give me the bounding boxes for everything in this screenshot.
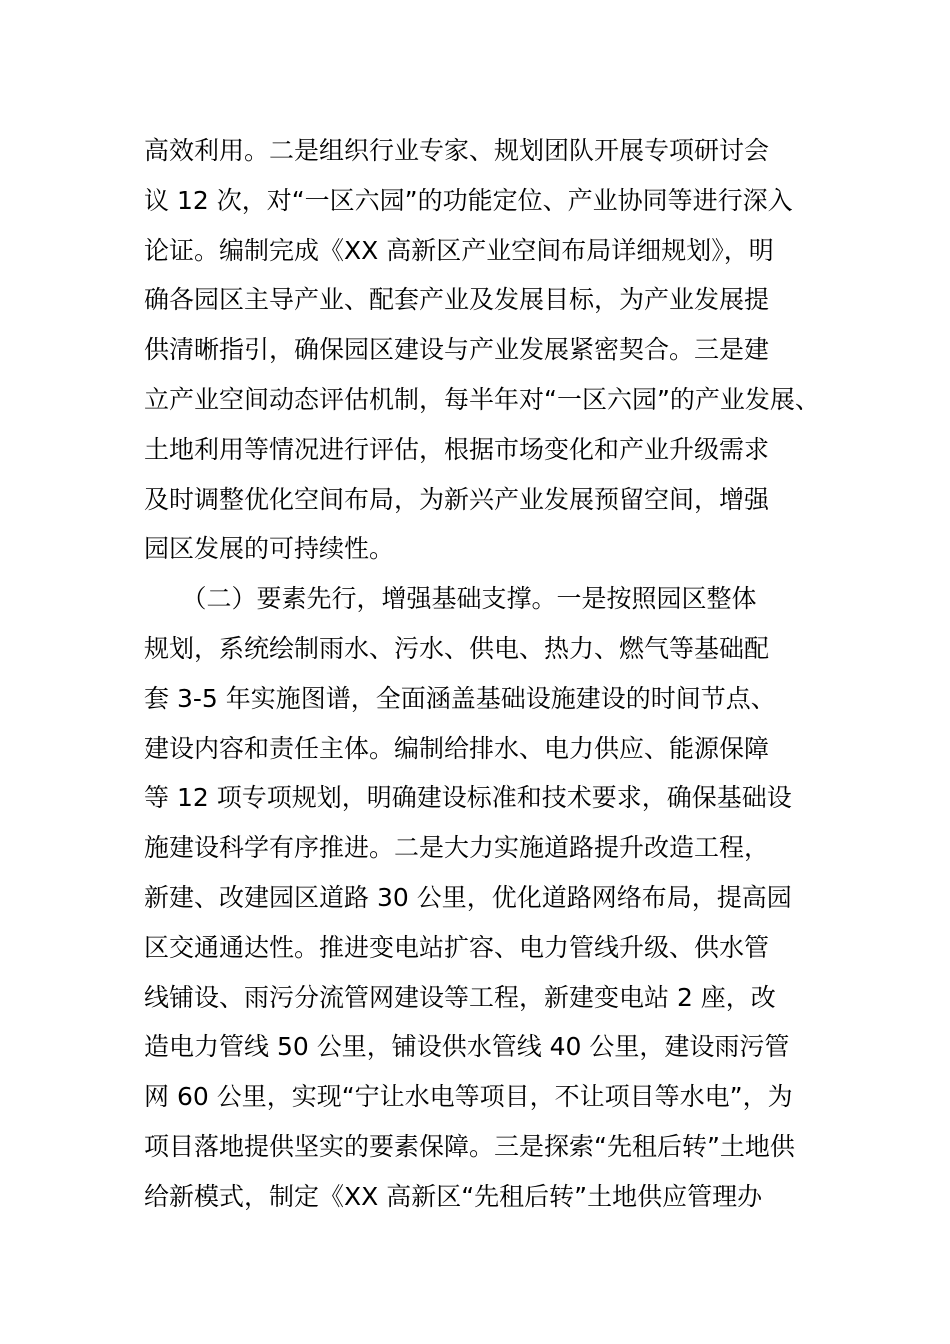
text-line: 供清晰指引，确保园区建设与产业发展紧密契合。三是建	[144, 335, 770, 365]
text-line: 给新模式，制定《XX 高新区“先租后转”土地供应管理办	[144, 1181, 763, 1211]
text-line: 及时调整优化空间布局，为新兴产业发展预留空间，增强	[144, 484, 770, 514]
text-line: 区交通通达性。推进变电站扩容、电力管线升级、供水管	[144, 932, 770, 962]
text-line: 立产业空间动态评估机制，每半年对“一区六园”的产业发展、	[144, 384, 820, 414]
text-line: 线铺设、雨污分流管网建设等工程，新建变电站 2 座，改	[144, 982, 776, 1012]
text-line: 高效利用。二是组织行业专家、规划团队开展专项研讨会	[144, 136, 770, 165]
text-line: 规划，系统绘制雨水、污水、供电、热力、燃气等基础配	[144, 633, 770, 663]
text-line: 新建、改建园区道路 30 公里，优化道路网络布局，提高园	[144, 882, 792, 912]
text-line: 确各园区主导产业、配套产业及发展目标，为产业发展提	[144, 285, 770, 315]
text-line: 项目落地提供坚实的要素保障。三是探索“先租后转”土地供	[144, 1131, 795, 1161]
text-line: 施建设科学有序推进。二是大力实施道路提升改造工程，	[144, 833, 770, 863]
text-line: 论证。编制完成《XX 高新区产业空间布局详细规划》，明	[144, 235, 774, 265]
text-line: 园区发展的可持续性。	[144, 534, 395, 564]
body-text	[144, 126, 834, 1222]
text-line: 建设内容和责任主体。编制给排水、电力供应、能源保障	[144, 733, 770, 763]
text-line: 议 12 次，对“一区六园”的功能定位、产业协同等进行深入	[144, 185, 793, 215]
text-line: 等 12 项专项规划，明确建设标准和技术要求，确保基础设	[144, 783, 792, 813]
text-line: 套 3-5 年实施图谱，全面涵盖基础设施建设的时间节点、	[144, 683, 776, 713]
text-line: 网 60 公里，实现“宁让水电等项目，不让项目等水电”，为	[144, 1082, 793, 1112]
section-heading-line: （二）要素先行，增强基础支撑。一是按照园区整体	[144, 584, 757, 614]
text-line: 造电力管线 50 公里，铺设供水管线 40 公里，建设雨污管	[144, 1032, 790, 1062]
text-line: 土地利用等情况进行评估，根据市场变化和产业升级需求	[144, 434, 770, 464]
